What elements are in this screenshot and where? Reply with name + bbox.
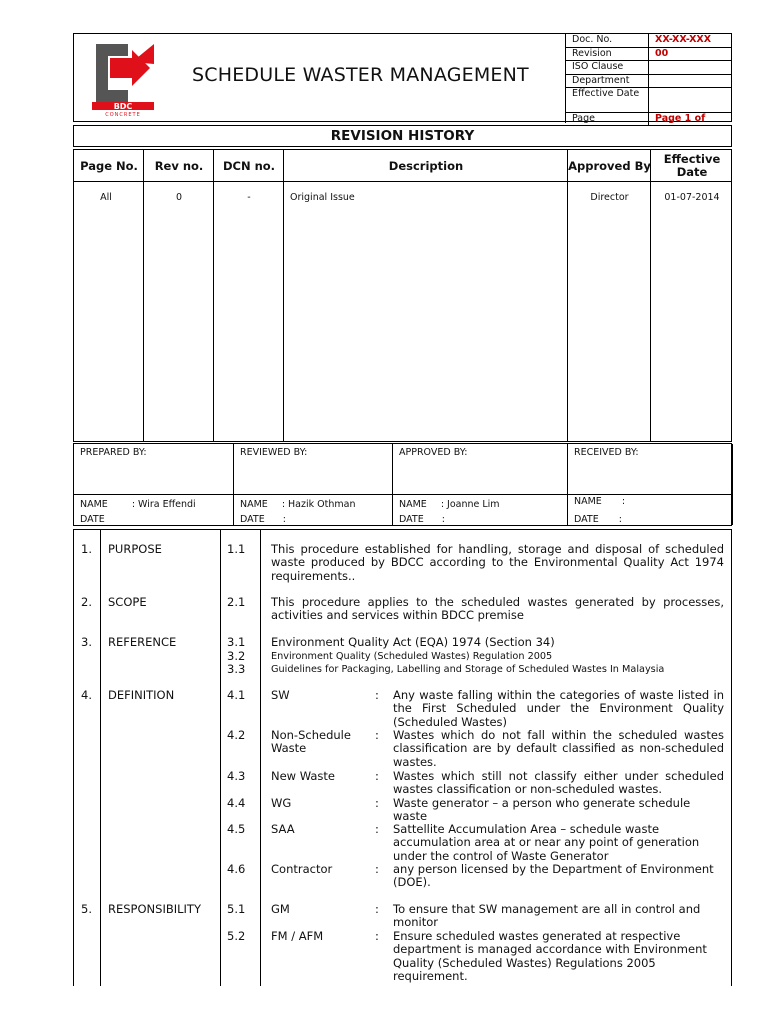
doc-info-table <box>566 34 732 126</box>
sign-reviewed <box>234 444 393 525</box>
col-header-description: Description <box>388 158 464 173</box>
col-divider <box>220 530 221 986</box>
cell-page: All <box>100 192 112 203</box>
sign-approved <box>393 444 568 525</box>
sub-number: 3.2 <box>227 649 246 663</box>
reference-item: Guidelines for Packaging, Labelling and Storage of Scheduled Wastes In Malaysia <box>271 664 665 675</box>
sign-heading: RECEIVED BY: <box>574 447 639 458</box>
sign-heading: APPROVED BY: <box>399 447 468 458</box>
definition-term: SW <box>271 688 290 702</box>
sign-heading: REVIEWED BY: <box>240 447 308 458</box>
definition-term: New Waste <box>271 769 335 783</box>
sub-number: 4.6 <box>227 862 246 876</box>
revision-history-table <box>73 149 732 442</box>
sub-number: 5.1 <box>227 902 246 916</box>
col-divider <box>260 530 261 986</box>
header-title-cell <box>74 34 566 123</box>
bdc-logo <box>88 38 162 116</box>
section-number: 1. <box>81 542 92 556</box>
definition-term: Contractor <box>271 862 333 876</box>
info-value: Page 1 of <box>655 113 706 125</box>
col-header-approved: Approved By <box>568 158 651 173</box>
responsibility-text: To ensure that SW management are all in control and monitor <box>393 902 701 930</box>
sub-number: 3.1 <box>227 635 246 649</box>
info-label: Department <box>566 75 649 88</box>
logo-subtext: CONCRETE <box>105 112 141 116</box>
info-label: ISO Clause <box>566 61 649 74</box>
sub-number: 3.3 <box>227 662 246 676</box>
section-number: 5. <box>81 902 92 916</box>
definition-colon: : <box>375 728 379 742</box>
info-row-doc-no <box>566 34 732 48</box>
col-header-effective-date: Effective Date <box>663 152 721 179</box>
definition-colon: : <box>375 796 379 810</box>
sub-number: 4.1 <box>227 688 246 702</box>
section-title-reference: REFERENCE <box>108 635 177 649</box>
signature-block <box>73 443 732 526</box>
section-title-scope: SCOPE <box>108 595 147 609</box>
sub-number: 2.1 <box>227 595 246 609</box>
definition-text: Sattellite Accumulation Area – schedule waste accumulation area at or near any point of generation under the control of Waste Generator <box>393 822 700 863</box>
reference-item: Environment Quality (Scheduled Wastes) Regulation 2005 <box>271 651 553 662</box>
responsibility-role: FM / AFM <box>271 929 324 943</box>
definition-colon: : <box>375 862 379 876</box>
definition-text: Wastes which do not fall within the scheduled wastes classification are by default classified as non-scheduled wastes. <box>393 728 724 769</box>
info-label: Page <box>566 113 649 126</box>
info-row-revision <box>566 48 732 62</box>
info-value: XX-XX-XXX <box>655 34 712 45</box>
sign-heading: PREPARED BY: <box>80 447 147 458</box>
info-label: Doc. No. <box>566 34 649 47</box>
sign-name: NAME : Hazik Othman <box>240 499 356 510</box>
document-title: SCHEDULE WASTER MANAGEMENT <box>192 64 529 86</box>
sign-date: DATE : <box>574 514 622 525</box>
responsibility-role: GM <box>271 902 290 916</box>
info-label: Revision <box>566 48 649 61</box>
definition-text: Waste generator – a person who generate schedule waste <box>393 796 691 824</box>
definition-colon: : <box>375 769 379 783</box>
definition-colon: : <box>375 929 379 943</box>
col-divider <box>100 530 101 986</box>
col-header-dcn: DCN no. <box>222 158 276 173</box>
definition-colon: : <box>375 902 379 916</box>
definition-text: Wastes which still not classify either under scheduled wastes classification or non-scheduled wastes. <box>393 769 724 797</box>
definition-colon: : <box>375 688 379 702</box>
info-value: 00 <box>655 47 669 59</box>
sign-name: NAME : Wira Effendi <box>80 499 196 510</box>
info-row-iso-clause <box>566 61 732 75</box>
scope-text: This procedure applies to the scheduled wastes generated by processes, activities and services within BDCC premise <box>271 595 724 623</box>
cell-effective-date: 01-07-2014 <box>664 192 720 203</box>
definition-term: Non-Schedule Waste <box>271 728 351 756</box>
sign-divider <box>74 494 731 495</box>
col-header-page: Page No. <box>80 158 138 173</box>
definition-term: WG <box>271 796 292 810</box>
info-row-department <box>566 75 732 89</box>
sign-prepared <box>74 444 234 525</box>
definition-text: any person licensed by the Department of Environment (DOE). <box>393 862 714 890</box>
sign-date: DATE : <box>240 514 286 525</box>
sign-name: NAME : Joanne Lim <box>399 499 500 510</box>
reference-item: Environment Quality Act (EQA) 1974 (Section 34) <box>271 635 555 649</box>
info-value <box>649 61 732 74</box>
section-title-responsibility: RESPONSIBILITY <box>108 902 201 916</box>
sub-number: 4.4 <box>227 796 246 810</box>
definition-colon: : <box>375 822 379 836</box>
cell-description: Original Issue <box>290 192 355 203</box>
logo-text: BDC <box>113 102 133 111</box>
info-value <box>649 88 732 112</box>
document-header <box>73 33 732 125</box>
sub-number: 5.2 <box>227 929 246 943</box>
info-label: Effective Date <box>566 88 649 112</box>
definition-term: SAA <box>271 822 295 836</box>
definition-text: Any waste falling within the categories of waste listed in the First Scheduled under the Environment Quality (Scheduled Wastes) <box>393 688 724 729</box>
sub-number: 4.2 <box>227 728 246 742</box>
sub-number: 4.3 <box>227 769 246 783</box>
sign-received <box>568 444 733 525</box>
cell-dcn: - <box>247 192 251 203</box>
purpose-text: This procedure established for handling, storage and disposal of scheduled waste produced by BDCC according to the Environmental Quality Act 1974 requirements.. <box>271 542 724 583</box>
section-title-definition: DEFINITION <box>108 688 175 702</box>
col-header-rev: Rev no. <box>154 158 204 173</box>
sign-name: NAME : <box>574 496 626 507</box>
sign-date: DATE : <box>399 514 445 525</box>
section-title-purpose: PURPOSE <box>108 542 162 556</box>
sign-date: DATE <box>80 514 105 525</box>
section-number: 4. <box>81 688 92 702</box>
info-value <box>649 75 732 88</box>
section-number: 3. <box>81 635 92 649</box>
sub-number: 1.1 <box>227 542 246 556</box>
revision-history-title: REVISION HISTORY <box>73 125 732 147</box>
cell-rev: 0 <box>175 192 183 203</box>
responsibility-text: Ensure scheduled wastes generated at respective department is managed accordance with Environment Quality (Scheduled Wastes) Regulations 2005 requirement. <box>393 929 707 984</box>
sub-number: 4.5 <box>227 822 246 836</box>
section-number: 2. <box>81 595 92 609</box>
info-row-effective-date <box>566 88 732 113</box>
cell-approved: Director <box>590 192 629 203</box>
procedure-body <box>73 529 732 986</box>
